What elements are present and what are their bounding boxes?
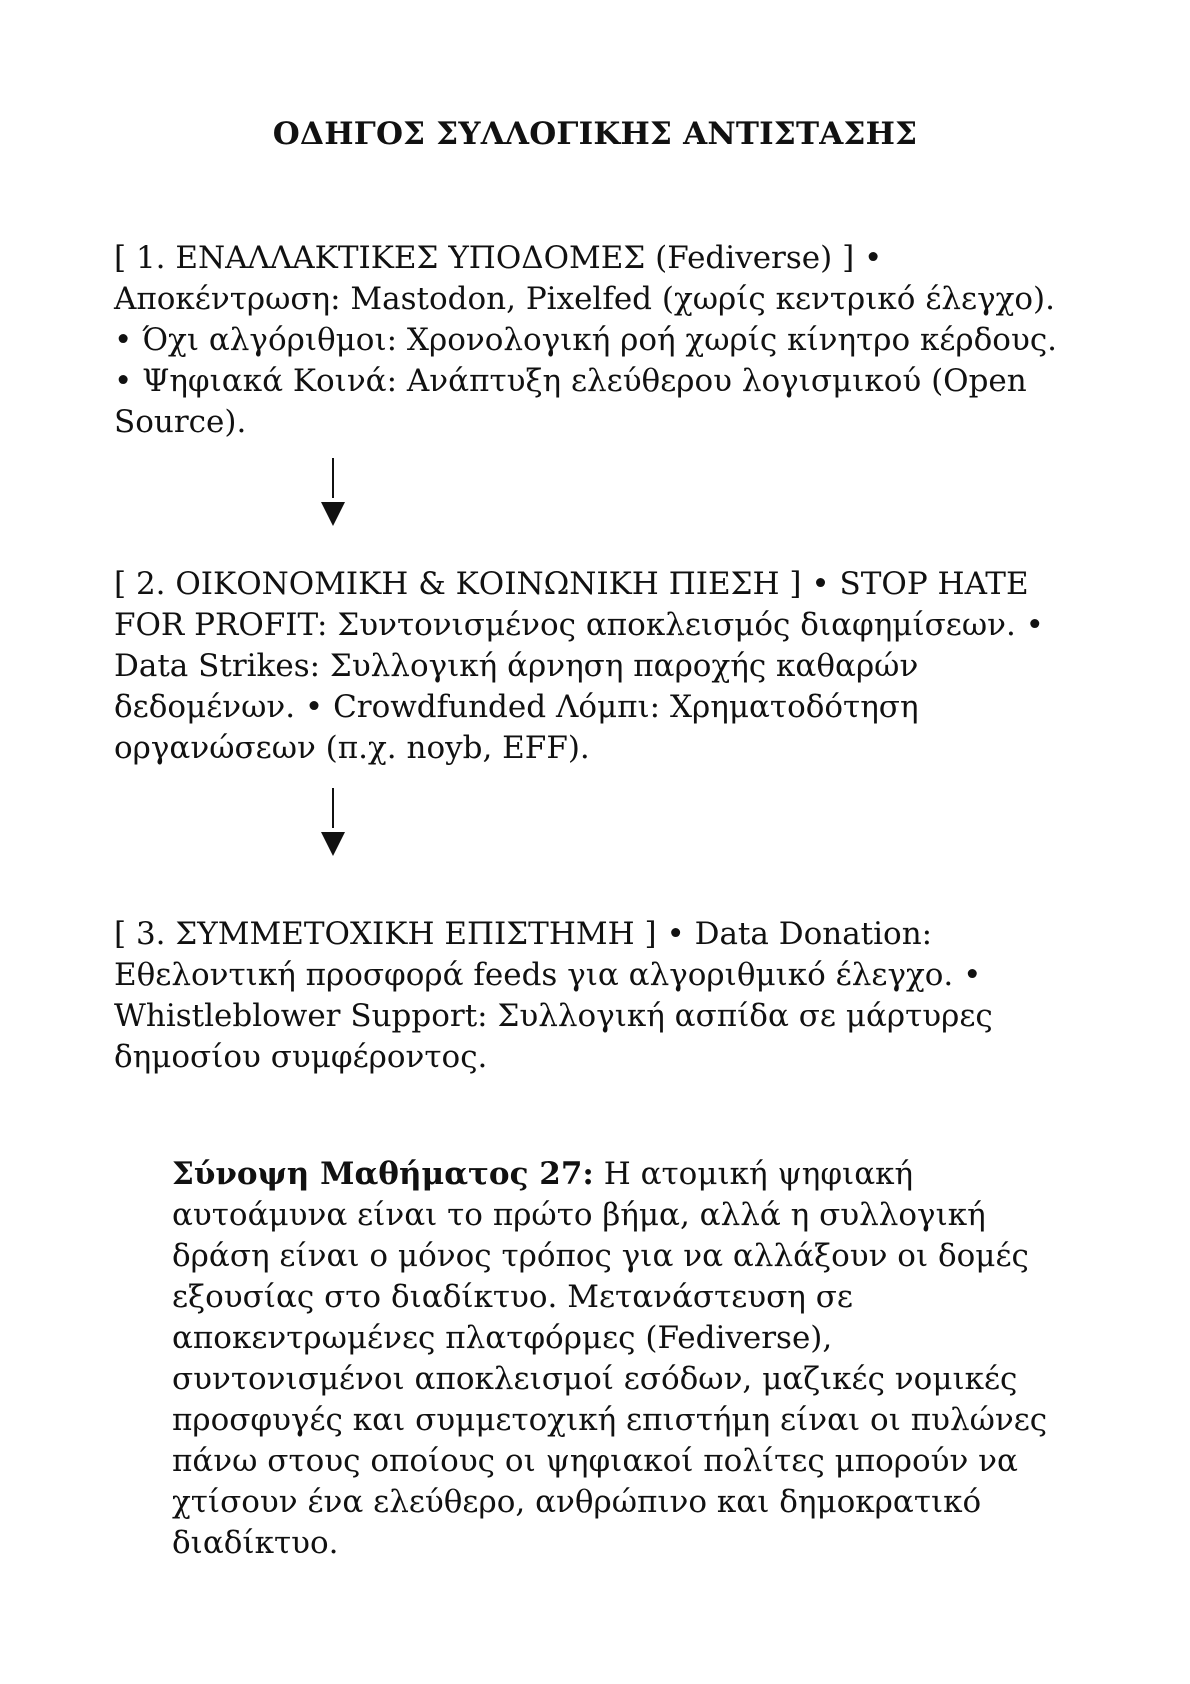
lesson-summary [172, 1154, 1052, 1564]
arrow-stem [332, 788, 334, 828]
down-arrow-icon [316, 458, 350, 530]
arrow-stem [332, 458, 334, 498]
section-alternative-infrastructure: [ 1. ΕΝΑΛΛΑΚΤΙΚΕΣ ΥΠΟΔΟΜΕΣ (Fediverse) ] • Αποκέντρωση: Mastodon, Pixelfed (χωρίς κεντρικό έλεγχο). • Όχι αλγόριθμοι: Χρονολογική ροή χωρίς κίνητρο κέρδους. • Ψηφιακά Κοινά: Ανάπτυξη ελεύθερου λογισμικού (Open Source). [114, 240, 1058, 440]
arrow-head [321, 502, 345, 526]
section-economic-social-pressure: [ 2. ΟΙΚΟΝΟΜΙΚΗ & ΚΟΙΝΩΝΙΚΗ ΠΙΕΣΗ ] • STOP HATE FOR PROFIT: Συντονισμένος αποκλεισμός διαφημίσεων. • Data Strikes: Συλλογική άρνηση παροχής καθαρών δεδομένων. • Crowdfunded Λόμπι: Χρηματοδότηση οργανώσεων (π.χ. noyb, EFF). [114, 566, 1044, 766]
summary-label: Σύνοψη Μαθήματος 27: [172, 1156, 594, 1192]
summary-text: Η ατομική ψηφιακή αυτοάμυνα είναι το πρώτο βήμα, αλλά η συλλογική δράση είναι ο μόνος τρόπος για να αλλάξουν οι δομές εξουσίας στο διαδίκτυο. Μετανάστευση σε αποκεντρωμένες πλατφόρμες (Fediverse), συντονισμένοι αποκλεισμοί εσόδων, μαζικές νομικές προσφυγές και συμμετοχική επιστήμη είναι οι πυλώνες πάνω στους οποίους οι ψηφιακοί πολίτες μπορούν να χτίσουν ένα ελεύθερο, ανθρώπινο και δημοκρατικό διαδίκτυο. [172, 1156, 1048, 1561]
section-participatory-science: [ 3. ΣΥΜΜΕΤΟΧΙΚΗ ΕΠΙΣΤΗΜΗ ] • Data Donation: Εθελοντική προσφορά feeds για αλγοριθμικό έλεγχο. • Whistleblower Support: Συλλογική ασπίδα σε μάρτυρες δημοσίου συμφέροντος. [114, 916, 993, 1075]
down-arrow-icon [316, 788, 350, 860]
arrow-head [321, 832, 345, 856]
document-title: ΟΔΗΓΟΣ ΣΥΛΛΟΓΙΚΗΣ ΑΝΤΙΣΤΑΣΗΣ [272, 116, 918, 152]
